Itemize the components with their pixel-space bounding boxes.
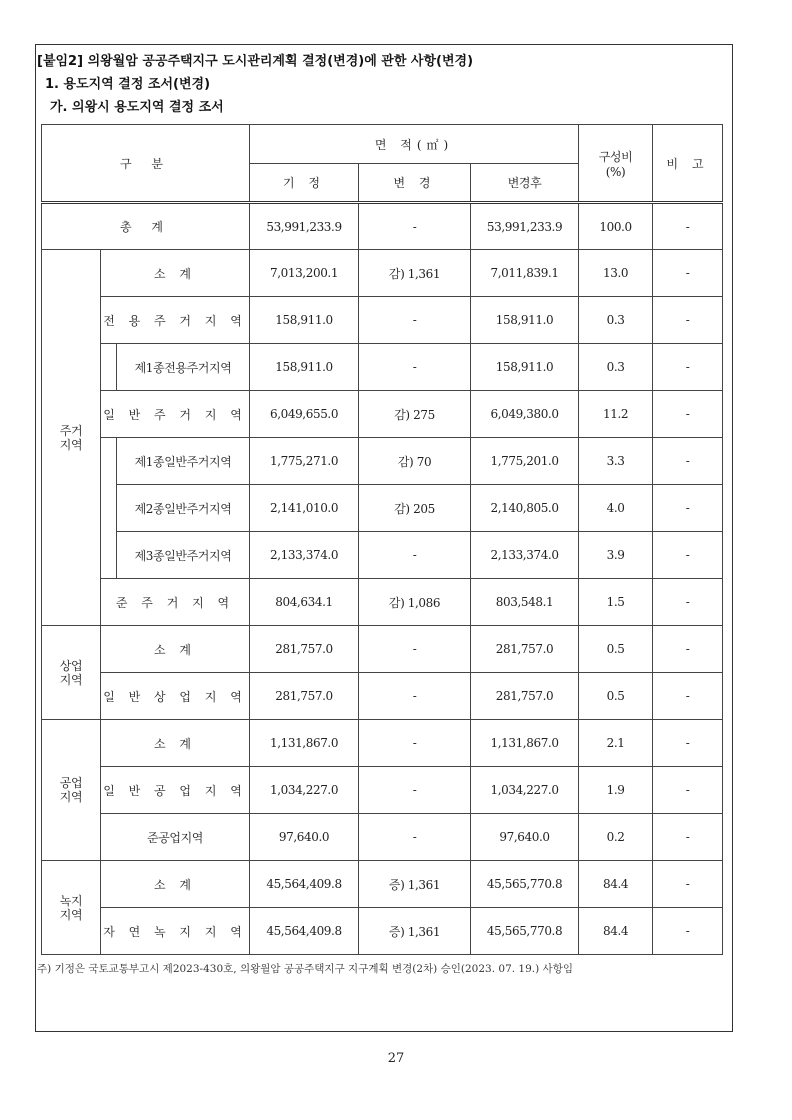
table-row bbox=[42, 579, 723, 626]
cell-remarks: - bbox=[653, 861, 723, 908]
cell-remarks: - bbox=[653, 814, 723, 861]
row-label: 제3종일반주거지역 bbox=[117, 532, 250, 579]
indent-spacer bbox=[101, 438, 117, 485]
table-row bbox=[42, 485, 723, 532]
cell-after: 158,911.0 bbox=[471, 297, 579, 344]
indent-spacer bbox=[101, 485, 117, 532]
cell-existing: 53,991,233.9 bbox=[250, 203, 359, 250]
table-row bbox=[42, 908, 723, 955]
section-title: 1. 용도지역 결정 조서(변경) bbox=[45, 77, 211, 92]
cell-ratio: 1.9 bbox=[579, 767, 653, 814]
cell-ratio: 84.4 bbox=[579, 861, 653, 908]
row-label: 일 반 공 업 지 역 bbox=[101, 767, 250, 814]
cell-change: - bbox=[359, 767, 471, 814]
table-row bbox=[42, 767, 723, 814]
cell-existing: 1,131,867.0 bbox=[250, 720, 359, 767]
cell-after: 2,140,805.0 bbox=[471, 485, 579, 532]
header-row bbox=[42, 125, 723, 164]
cell-ratio: 0.5 bbox=[579, 626, 653, 673]
group-residential: 주거 지역 bbox=[42, 250, 101, 626]
table-row bbox=[42, 814, 723, 861]
indent-spacer bbox=[101, 532, 117, 579]
cell-existing: 804,634.1 bbox=[250, 579, 359, 626]
cell-after: 97,640.0 bbox=[471, 814, 579, 861]
footnote: 주) 기정은 국토교통부고시 제2023-430호, 의왕월암 공공주택지구 지구계획 변경(2차) 승인(2023. 07. 19.) 사항임 bbox=[37, 963, 573, 975]
table-row bbox=[42, 626, 723, 673]
cell-after: 1,775,201.0 bbox=[471, 438, 579, 485]
row-label: 일 반 상 업 지 역 bbox=[101, 673, 250, 720]
group-green: 녹지 지역 bbox=[42, 861, 101, 955]
cell-remarks: - bbox=[653, 579, 723, 626]
cell-ratio: 1.5 bbox=[579, 579, 653, 626]
row-label: 준공업지역 bbox=[101, 814, 250, 861]
cell-change: 감) 205 bbox=[359, 485, 471, 532]
cell-change: - bbox=[359, 344, 471, 391]
cell-existing: 45,564,409.8 bbox=[250, 908, 359, 955]
cell-change: 감) 275 bbox=[359, 391, 471, 438]
header-change: 변 경 bbox=[359, 164, 471, 203]
subsection-title: 가. 의왕시 용도지역 결정 조서 bbox=[50, 100, 224, 115]
cell-remarks: - bbox=[653, 391, 723, 438]
table-row bbox=[42, 673, 723, 720]
header-after: 변경후 bbox=[471, 164, 579, 203]
cell-existing: 2,133,374.0 bbox=[250, 532, 359, 579]
cell-remarks: - bbox=[653, 673, 723, 720]
cell-ratio: 0.5 bbox=[579, 673, 653, 720]
cell-remarks: - bbox=[653, 250, 723, 297]
cell-remarks: - bbox=[653, 438, 723, 485]
row-label: 소 계 bbox=[101, 626, 250, 673]
cell-change: 감) 1,086 bbox=[359, 579, 471, 626]
cell-after: 281,757.0 bbox=[471, 673, 579, 720]
cell-change: - bbox=[359, 673, 471, 720]
cell-after: 53,991,233.9 bbox=[471, 203, 579, 250]
cell-ratio: 13.0 bbox=[579, 250, 653, 297]
cell-remarks: - bbox=[653, 344, 723, 391]
cell-after: 45,565,770.8 bbox=[471, 908, 579, 955]
cell-change: - bbox=[359, 626, 471, 673]
cell-change: - bbox=[359, 532, 471, 579]
cell-change: 증) 1,361 bbox=[359, 908, 471, 955]
header-remarks: 비 고 bbox=[653, 125, 723, 203]
cell-ratio: 0.3 bbox=[579, 297, 653, 344]
cell-existing: 158,911.0 bbox=[250, 344, 359, 391]
cell-change: 감) 70 bbox=[359, 438, 471, 485]
cell-change: - bbox=[359, 814, 471, 861]
cell-remarks: - bbox=[653, 720, 723, 767]
group-commercial: 상업 지역 bbox=[42, 626, 101, 720]
row-label: 제1종일반주거지역 bbox=[117, 438, 250, 485]
table-row bbox=[42, 297, 723, 344]
cell-existing: 1,775,271.0 bbox=[250, 438, 359, 485]
header-existing: 기 정 bbox=[250, 164, 359, 203]
cell-after: 2,133,374.0 bbox=[471, 532, 579, 579]
cell-remarks: - bbox=[653, 532, 723, 579]
cell-remarks: - bbox=[653, 908, 723, 955]
cell-remarks: - bbox=[653, 203, 723, 250]
cell-ratio: 3.9 bbox=[579, 532, 653, 579]
cell-ratio: 0.3 bbox=[579, 344, 653, 391]
table-row bbox=[42, 203, 723, 250]
row-label: 소 계 bbox=[101, 861, 250, 908]
cell-existing: 6,049,655.0 bbox=[250, 391, 359, 438]
cell-existing: 45,564,409.8 bbox=[250, 861, 359, 908]
cell-after: 281,757.0 bbox=[471, 626, 579, 673]
row-label: 소 계 bbox=[101, 250, 250, 297]
cell-after: 45,565,770.8 bbox=[471, 861, 579, 908]
row-label: 자 연 녹 지 지 역 bbox=[101, 908, 250, 955]
cell-remarks: - bbox=[653, 767, 723, 814]
row-label: 소 계 bbox=[101, 720, 250, 767]
row-label: 제2종일반주거지역 bbox=[117, 485, 250, 532]
cell-after: 803,548.1 bbox=[471, 579, 579, 626]
cell-after: 1,131,867.0 bbox=[471, 720, 579, 767]
cell-change: 증) 1,361 bbox=[359, 861, 471, 908]
cell-after: 7,011,839.1 bbox=[471, 250, 579, 297]
row-label: 총 계 bbox=[42, 203, 250, 250]
row-label: 일 반 주 거 지 역 bbox=[101, 391, 250, 438]
zoning-table bbox=[41, 124, 723, 955]
cell-ratio: 84.4 bbox=[579, 908, 653, 955]
cell-after: 158,911.0 bbox=[471, 344, 579, 391]
row-label: 준 주 거 지 역 bbox=[101, 579, 250, 626]
table-row bbox=[42, 344, 723, 391]
table-row bbox=[42, 438, 723, 485]
cell-existing: 1,034,227.0 bbox=[250, 767, 359, 814]
cell-change: - bbox=[359, 720, 471, 767]
cell-existing: 281,757.0 bbox=[250, 626, 359, 673]
cell-ratio: 2.1 bbox=[579, 720, 653, 767]
attachment-title: [붙임2] 의왕월암 공공주택지구 도시관리계획 결정(변경)에 관한 사항(변경) bbox=[37, 54, 474, 69]
cell-after: 1,034,227.0 bbox=[471, 767, 579, 814]
header-category: 구 분 bbox=[42, 125, 250, 203]
table-row bbox=[42, 250, 723, 297]
row-label: 전 용 주 거 지 역 bbox=[101, 297, 250, 344]
cell-existing: 2,141,010.0 bbox=[250, 485, 359, 532]
header-area: 면 적(㎡) bbox=[250, 125, 579, 164]
indent-spacer bbox=[101, 344, 117, 391]
cell-change: - bbox=[359, 203, 471, 250]
cell-ratio: 100.0 bbox=[579, 203, 653, 250]
table-row bbox=[42, 391, 723, 438]
cell-ratio: 4.0 bbox=[579, 485, 653, 532]
cell-ratio: 11.2 bbox=[579, 391, 653, 438]
cell-after: 6,049,380.0 bbox=[471, 391, 579, 438]
table-row bbox=[42, 532, 723, 579]
cell-existing: 7,013,200.1 bbox=[250, 250, 359, 297]
group-industrial: 공업 지역 bbox=[42, 720, 101, 861]
cell-remarks: - bbox=[653, 297, 723, 344]
page-number: 27 bbox=[387, 1051, 405, 1066]
cell-remarks: - bbox=[653, 485, 723, 532]
table-row bbox=[42, 861, 723, 908]
cell-existing: 281,757.0 bbox=[250, 673, 359, 720]
cell-ratio: 3.3 bbox=[579, 438, 653, 485]
cell-change: - bbox=[359, 297, 471, 344]
cell-remarks: - bbox=[653, 626, 723, 673]
cell-ratio: 0.2 bbox=[579, 814, 653, 861]
row-label: 제1종전용주거지역 bbox=[117, 344, 250, 391]
cell-change: 감) 1,361 bbox=[359, 250, 471, 297]
cell-existing: 158,911.0 bbox=[250, 297, 359, 344]
header-ratio: 구성비 (%) bbox=[579, 125, 653, 203]
table-row bbox=[42, 720, 723, 767]
cell-existing: 97,640.0 bbox=[250, 814, 359, 861]
